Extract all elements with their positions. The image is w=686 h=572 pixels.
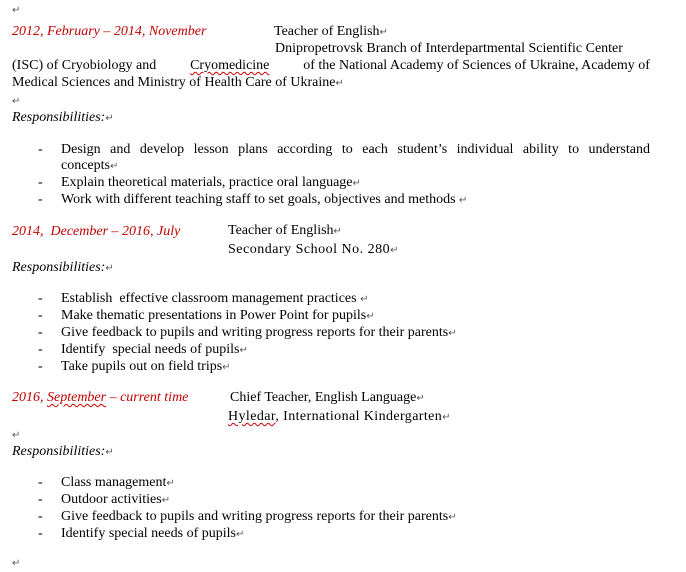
paragraph-mark: ↵ — [12, 430, 21, 441]
paragraph-mark: ↵ — [109, 161, 119, 172]
org-text-misspelled: Hyledar — [228, 409, 276, 424]
list-item-continuation — [61, 157, 118, 175]
paragraph-mark: ↵ — [366, 311, 375, 322]
job-title-text: Chief Teacher, English Language — [230, 390, 417, 405]
bullet-dash: - — [38, 325, 43, 340]
list-item — [61, 474, 175, 492]
bullet-dash: - — [38, 142, 43, 157]
paragraph-mark: ↵ — [448, 328, 457, 339]
job-title — [228, 222, 342, 240]
responsibilities-label — [12, 109, 114, 127]
job-title — [274, 23, 388, 41]
list-item-text: Make thematic presentations in Power Point for pupils — [61, 308, 367, 323]
date-text: – current time — [106, 390, 189, 405]
paragraph-mark: ↵ — [416, 393, 425, 404]
paragraph-mark: ↵ — [235, 529, 245, 540]
paragraph-mark: ↵ — [105, 447, 114, 458]
paragraph-mark: ↵ — [335, 78, 344, 89]
job-organization-line — [12, 74, 344, 92]
paragraph-mark: ↵ — [222, 362, 231, 373]
org-text: Secondary School No. 280 — [228, 242, 391, 257]
bullet-dash: - — [38, 308, 43, 323]
list-item-text: concepts — [61, 158, 110, 173]
responsibilities-text: Responsibilities: — [12, 110, 106, 125]
bullet-dash: - — [38, 475, 43, 490]
paragraph-mark: ↵ — [352, 178, 361, 189]
responsibilities-text: Responsibilities: — [12, 444, 106, 459]
job-title — [230, 389, 425, 407]
paragraph-mark: ↵ — [390, 245, 399, 256]
list-item — [61, 508, 457, 526]
bullet-dash: - — [38, 291, 43, 306]
list-item: Design and develop lesson plans according to each student’s individual ability to understand — [61, 142, 650, 157]
list-item — [61, 491, 170, 509]
list-item-text: Outdoor activities — [61, 492, 162, 507]
list-item-text: Identify special needs of pupils — [61, 342, 240, 357]
responsibilities-label — [12, 259, 114, 277]
list-item — [61, 307, 375, 325]
list-item-text: Work with different teaching staff to set goals, objectives and methods — [61, 192, 460, 207]
list-item — [61, 525, 244, 543]
responsibilities-text: Responsibilities: — [12, 260, 106, 275]
list-item — [61, 290, 368, 308]
list-item-text: Identify special needs of pupils — [61, 526, 236, 541]
responsibilities-label — [12, 443, 114, 461]
bullet-dash: - — [38, 526, 43, 541]
paragraph-mark: ↵ — [105, 263, 114, 274]
list-item-text: Take pupils out on field trips — [61, 359, 223, 374]
paragraph-mark: ↵ — [379, 27, 388, 38]
paragraph-mark: ↵ — [239, 345, 248, 356]
org-text: (ISC) of Cryobiology and — [12, 58, 160, 73]
bullet-dash: - — [38, 359, 43, 374]
bullet-dash: - — [38, 509, 43, 524]
job-organization-line — [228, 408, 451, 426]
job-date: 2012, February – 2014, November — [12, 24, 207, 39]
date-text: 2016, — [12, 390, 47, 405]
paragraph-mark: ↵ — [12, 96, 21, 107]
job-title-text: Teacher of English — [274, 24, 380, 39]
list-item — [61, 191, 467, 209]
paragraph-mark: ↵ — [360, 294, 369, 305]
org-text-misspelled: Cryomedicine — [190, 58, 270, 73]
list-item — [61, 341, 248, 359]
org-text: , International Kindergarten — [275, 409, 443, 424]
bullet-dash: - — [38, 492, 43, 507]
list-item — [61, 358, 231, 376]
list-item — [61, 174, 361, 192]
list-item-text: Class management — [61, 475, 167, 490]
paragraph-mark: ↵ — [459, 195, 468, 206]
org-text: of the National Academy of Sciences of Ukraine, Academy of — [299, 58, 650, 73]
list-item — [61, 324, 457, 342]
bullet-dash: - — [38, 192, 43, 207]
job-title-text: Teacher of English — [228, 223, 334, 238]
job-organization-line: Dnipropetrovsk Branch of Interdepartmental Scientific Center — [275, 41, 623, 56]
bullet-dash: - — [38, 342, 43, 357]
paragraph-mark: ↵ — [12, 5, 21, 16]
job-date — [12, 389, 188, 406]
bullet-dash: - — [38, 175, 43, 190]
list-item-text: Establish effective classroom management practices — [61, 291, 361, 306]
paragraph-mark: ↵ — [448, 512, 457, 523]
date-text-flagged: September — [47, 390, 107, 405]
job-organization-line — [228, 241, 399, 259]
paragraph-mark: ↵ — [12, 558, 21, 569]
org-text: Medical Sciences and Ministry of Health Care of Ukraine — [12, 75, 336, 90]
paragraph-mark: ↵ — [166, 478, 175, 489]
job-date: 2014, December – 2016, July — [12, 224, 181, 239]
paragraph-mark: ↵ — [442, 412, 451, 423]
paragraph-mark: ↵ — [333, 226, 342, 237]
paragraph-mark: ↵ — [161, 495, 171, 506]
job-organization-line — [12, 57, 650, 74]
paragraph-mark: ↵ — [105, 113, 114, 124]
list-item-text: Give feedback to pupils and writing progress reports for their parents — [61, 325, 449, 340]
list-item-text: Explain theoretical materials, practice oral language — [61, 175, 353, 190]
list-item-text: Give feedback to pupils and writing progress reports for their parents — [61, 509, 449, 524]
